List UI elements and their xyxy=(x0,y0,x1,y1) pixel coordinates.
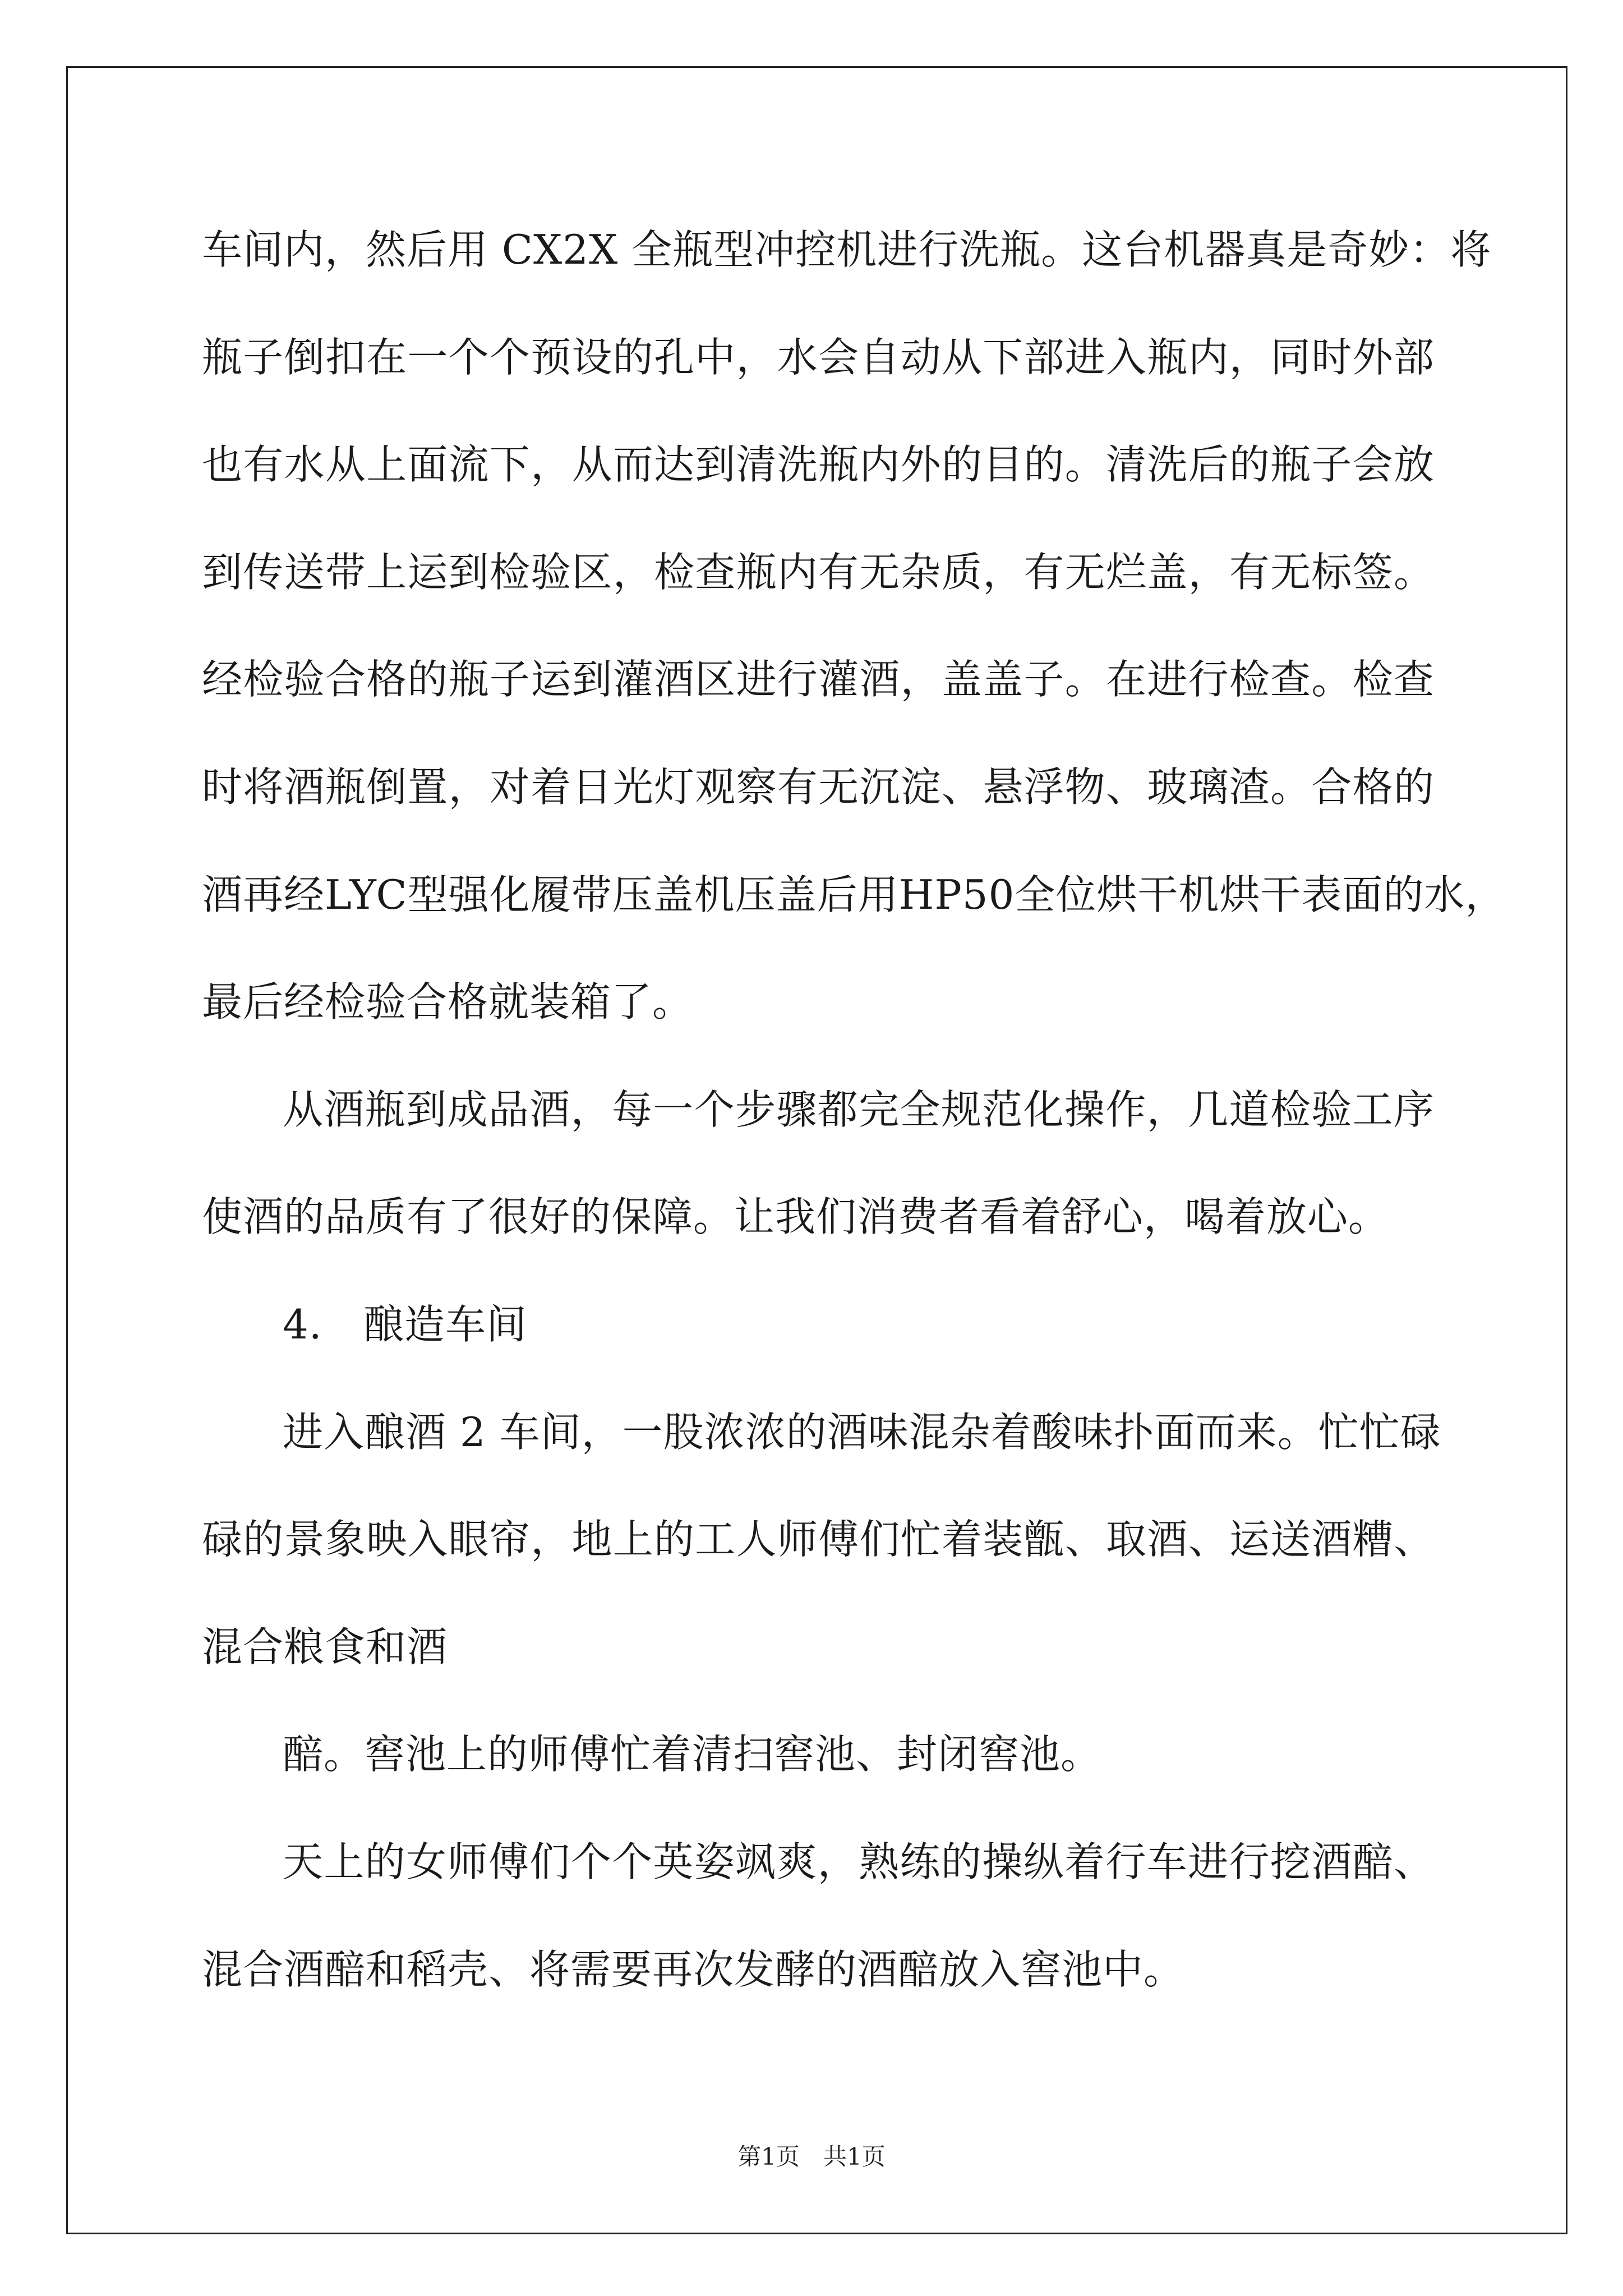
text-line: 天上的女师傅们个个英姿飒爽，熟练的操纵着行车进行挖酒醅、 xyxy=(283,1838,1435,1885)
text-line: 酒再经LYC型强化履带压盖机压盖后用HP50全位烘干机烘干表面的水， xyxy=(202,871,1506,918)
text-line: 瓶子倒扣在一个个预设的孔中，水会自动从下部进入瓶内，同时外部 xyxy=(202,333,1435,381)
section-number: 4. xyxy=(283,1300,322,1348)
text-line: 醅。窖池上的师傅忙着清扫窖池、封闭窖池。 xyxy=(283,1731,1102,1778)
text-line: 混合粮食和酒 xyxy=(202,1623,448,1671)
text-line: 车间内，然后用 CX2X 全瓶型冲控机进行洗瓶。这台机器真是奇妙：将 xyxy=(202,226,1492,273)
text-line: 从酒瓶到成品酒，每一个步骤都完全规范化操作，几道检验工序 xyxy=(283,1085,1435,1133)
text-line: 混合酒醅和稻壳、将需要再次发酵的酒醅放入窖池中。 xyxy=(202,1945,1185,1993)
text-line: 进入酿酒 2 车间，一股浓浓的酒味混杂着酸味扑面而来。忙忙碌 xyxy=(283,1408,1441,1456)
document-body xyxy=(202,196,1506,2023)
page-footer: 第1页 共1页 xyxy=(737,2143,886,2170)
text-line: 到传送带上运到检验区，检查瓶内有无杂质，有无烂盖，有无标签。 xyxy=(202,548,1435,596)
text-line: 碌的景象映入眼帘，地上的工人师傅们忙着装甑、取酒、运送酒糟、 xyxy=(202,1516,1435,1563)
text-line: 也有水从上面流下，从而达到清洗瓶内外的目的。清洗后的瓶子会放 xyxy=(202,441,1435,489)
text-line: 经检验合格的瓶子运到灌酒区进行灌酒，盖盖子。在进行检查。检查 xyxy=(202,656,1435,703)
section-title: 酿造车间 xyxy=(363,1300,528,1348)
text-line: 时将酒瓶倒置，对着日光灯观察有无沉淀、悬浮物、玻璃渣。合格的 xyxy=(202,763,1435,811)
text-line: 使酒的品质有了很好的保障。让我们消费者看着舒心，喝着放心。 xyxy=(202,1193,1390,1241)
text-line: 最后经检验合格就装箱了。 xyxy=(202,978,694,1026)
section-heading xyxy=(202,1271,1458,1379)
